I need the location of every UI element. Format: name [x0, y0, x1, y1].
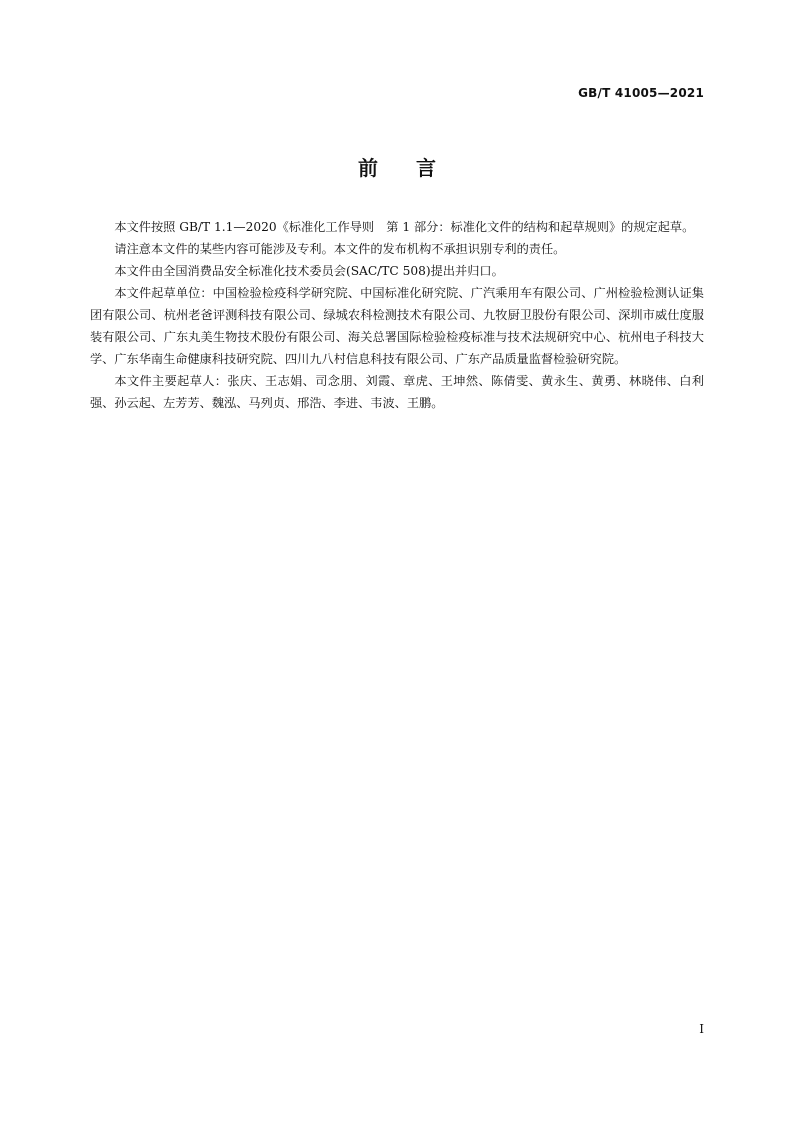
paragraph-patent-notice: 请注意本文件的某些内容可能涉及专利。本文件的发布机构不承担识别专利的责任。 — [114, 242, 566, 256]
paragraph-main-drafters: 本文件主要起草人：张庆、王志娟、司念朋、刘霞、章虎、王坤然、陈倩雯、黄永生、黄勇、林晓伟、白利强、孙云起、左芳芳、魏泓、马列贞、邢浩、李进、韦波、王鹏。 — [90, 374, 704, 410]
page-title-part-1: 前 — [358, 156, 378, 180]
foreword-body — [90, 216, 704, 414]
paragraph-drafting-organizations: 本文件起草单位：中国检验检疫科学研究院、中国标准化研究院、广汽乘用车有限公司、广州检验检测认证集团有限公司、杭州老爸评测科技有限公司、绿城农科检测技术有限公司、九牧厨卫股份有限公司、深圳市威仕度服装有限公司、广东丸美生物技术股份有限公司、海关总署国际检验检疫标准与技术法规研究中心、杭州电子科技大学、广东华南生命健康科技研究院、四川九八村信息科技有限公司、广东产品质量监督检验研究院。 — [90, 286, 704, 366]
standard-code: GB/T 41005—2021 — [578, 86, 704, 100]
paragraph-drafting-rules: 本文件按照 GB/T 1.1—2020《标准化工作导则 第 1 部分：标准化文件的结构和起草规则》的规定起草。 — [114, 220, 695, 234]
page-title-part-2: 言 — [416, 156, 436, 180]
page-title — [0, 152, 794, 181]
page-number: I — [699, 1022, 704, 1036]
paragraph-proposing-committee: 本文件由全国消费品安全标准化技术委员会(SAC/TC 508)提出并归口。 — [114, 264, 504, 278]
